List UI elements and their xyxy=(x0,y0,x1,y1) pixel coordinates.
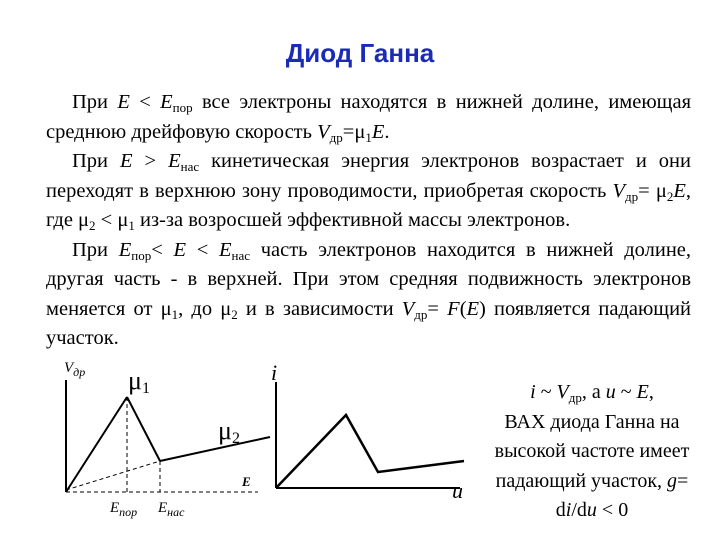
fig-left-mu1-label: $\mu_1$ xyxy=(128,366,150,397)
fig-left-mu2-label: $\mu_2$ xyxy=(218,416,240,447)
mu2-extension xyxy=(66,461,160,490)
iv-curve xyxy=(276,415,464,488)
fig-right-x-label: u xyxy=(452,478,463,503)
fig-left-e-por-label: $E_{пор}$ xyxy=(110,500,138,519)
mu2-segment xyxy=(160,437,270,461)
negative-slope-segment xyxy=(127,397,160,461)
paragraph-3: При $E_{пор}< E < E_{нас}$ часть электронов находится в нижней долине, другая часть - в верхней. При этом средняя подвижность электронов меняется от $\mu_1$, до $\mu_2$ и в зависимости $V_{др}= F(E)$ появляется падающий участок. xyxy=(46,238,692,349)
gunn-iv-graph xyxy=(260,370,480,500)
body-text xyxy=(46,88,691,354)
slide-title: Диод Ганна xyxy=(285,38,435,68)
paragraph-2: При $E > E_{нас}$ кинетическая энергия электронов возрастает и они переходят в верхнюю зону проводимости, приобретая скорость $V_{др}= \mu_2E$, где $\mu_2 < \mu_1$ из-за возросшей эффективной массы электронов. xyxy=(46,150,691,233)
mu1-segment xyxy=(66,397,127,492)
fig-left-y-label: $V_{др}$ xyxy=(64,360,86,379)
side-note: i ~ $V_{др}$, а u ~ E, ВАХ диода Ганна на высокой частоте имеет падающий участок, g= di/du < 0 xyxy=(494,381,690,521)
fig-left-e-nas-label: $E_{нас}$ xyxy=(158,500,185,519)
fig-right-y-label: i xyxy=(271,360,278,385)
fig-left-x-label: E xyxy=(242,474,251,489)
paragraph-1: При $E < E_{пор}$ все электроны находятся в нижней долине, имеющая среднюю дрейфовую скорость $V_{др}=\mu_1E$. xyxy=(46,91,691,145)
